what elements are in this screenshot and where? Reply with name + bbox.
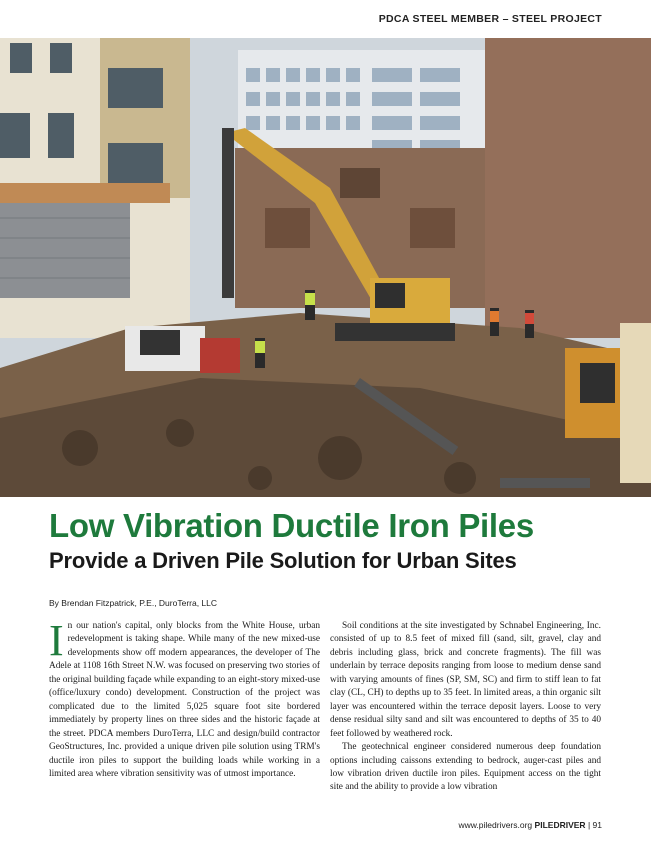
article-subtitle: Provide a Driven Pile Solution for Urban Sites — [49, 548, 517, 573]
body-column-right — [330, 620, 601, 795]
body-paragraph: The geotechnical engineer considered numerous deep foundation options including caissons extending to bedrock, auger-cast piles and low vibration driven ductile iron piles. Equipment access on the tight site and the ability to provide a low vibration — [330, 742, 601, 793]
byline: By Brendan Fitzpatrick, P.E., DuroTerra, LLC — [49, 598, 218, 608]
article-title: Low Vibration Ductile Iron Piles — [49, 507, 534, 544]
page-footer — [458, 820, 602, 830]
page-number: 91 — [592, 820, 602, 830]
body-paragraph — [49, 616, 320, 781]
paragraph-text: n our nation's capital, only blocks from the White House, urban redevelopment is taking shape. While many of the new mixed-use developments show off modern appearances, the developer of The Adele at 1108 16th Street N.W. was focused on preserving two stories of the original building façade while expanding to an eight-story mixed-use (office/luxury condo) development. Construction of the project was complicated due to the limited 5,025 square foot site bordered immediately by property lines on three sides and the historic façade at the street. PDCA members DuroTerra, LLC and design/build contractor GeoStructures, Inc. provided a unique driven pile solution using TRM's ductile iron piles to support the building loads while working in a limited area where vibration sensitivity was of utmost importance. — [49, 621, 320, 779]
footer-separator: | — [587, 820, 591, 830]
body-column-left — [49, 616, 320, 781]
section-header: PDCA STEEL MEMBER – STEEL PROJECT — [378, 13, 602, 25]
footer-url: www.piledrivers.org — [458, 820, 533, 830]
body-paragraph: Soil conditions at the site investigated by Schnabel Engineering, Inc. consisted of up to 8.5 feet of mixed fill (sand, silt, gravel, clay and debris including glass, brick and concrete fragments). The fill was underlain by terrace deposits ranging from loose to medium dense sand with varying amounts of fines (SP, SM, SC) and firm to stiff lean to fat clay (CL, CH) to depths up to 35 feet. In limited areas, a thin organic silt layer was encountered within the terrace deposit layers. Loose to very dense residual silty sand and silt was encountered to depths of 35 to 40 feet followed by weathered rock. — [330, 621, 601, 739]
drop-cap: I — [49, 616, 64, 665]
footer-magazine: PILEDRIVER — [534, 820, 586, 830]
construction-site-photo — [0, 38, 651, 497]
